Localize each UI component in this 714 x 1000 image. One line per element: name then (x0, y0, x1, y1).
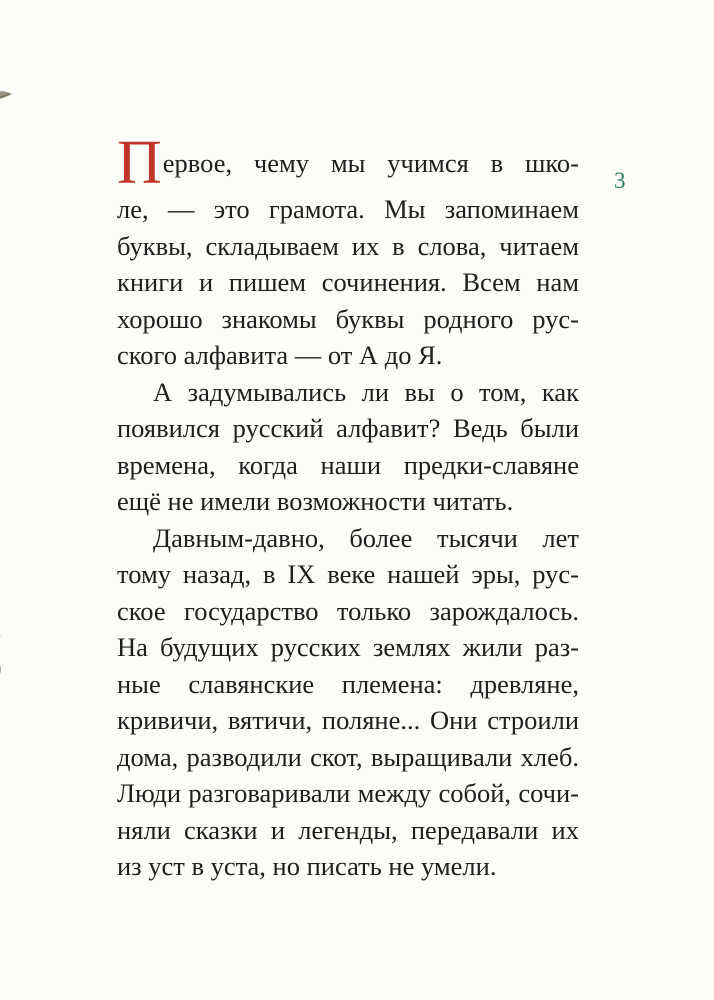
text-line: Люди разговаривали между собой, сочи- (117, 778, 579, 808)
paragraph-2 (117, 374, 579, 520)
text-line: кривичи, вятичи, поляне... Они строили (117, 705, 579, 735)
text-line: хорошо знакомы буквы родного рус- (117, 303, 579, 334)
decorative-illustration-fragment-top (0, 88, 14, 104)
text-line: На будущих русских землях жили раз- (117, 632, 579, 662)
text-line: ещё не имели возможности читать. (117, 486, 514, 516)
text-line: Давным-давно, более тысячи лет (153, 522, 579, 553)
paragraph-1 (117, 129, 579, 374)
text-line: буквы, складываем их в слова, читаем (117, 230, 579, 261)
text-line: книги и пишем сочинения. Всем нам (117, 267, 579, 297)
page-number: 3 (614, 168, 626, 193)
text-line: дома, разводили скот, выращивали хлеб. (117, 741, 579, 772)
text-line: появился русский алфавит? Ведь были (117, 413, 579, 443)
text-line: из уст в уста, но писать не умели. (117, 851, 497, 881)
main-text (117, 129, 579, 885)
paragraph-3 (117, 520, 579, 885)
text-line: няли сказки и легенды, передавали их (117, 814, 579, 845)
text-line: ского алфавита — от А до Я. (117, 340, 443, 370)
text-line: ле, — это грамота. Мы запоминаем (117, 194, 579, 224)
drop-cap: П (117, 129, 162, 197)
text-line: ные славянские племена: древляне, (117, 668, 579, 699)
decorative-illustration-fragment-middle (0, 620, 8, 678)
text-line: тому назад, в IX веке нашей эры, рус- (117, 559, 579, 589)
text-line: ское государство только зарождалось. (117, 595, 579, 626)
text-line: А задумывались ли вы о том, как (153, 376, 579, 407)
text-line: Первое, чему мы учимся в шко- (117, 129, 579, 197)
text-line: времена, когда наши предки-славяне (117, 449, 579, 480)
